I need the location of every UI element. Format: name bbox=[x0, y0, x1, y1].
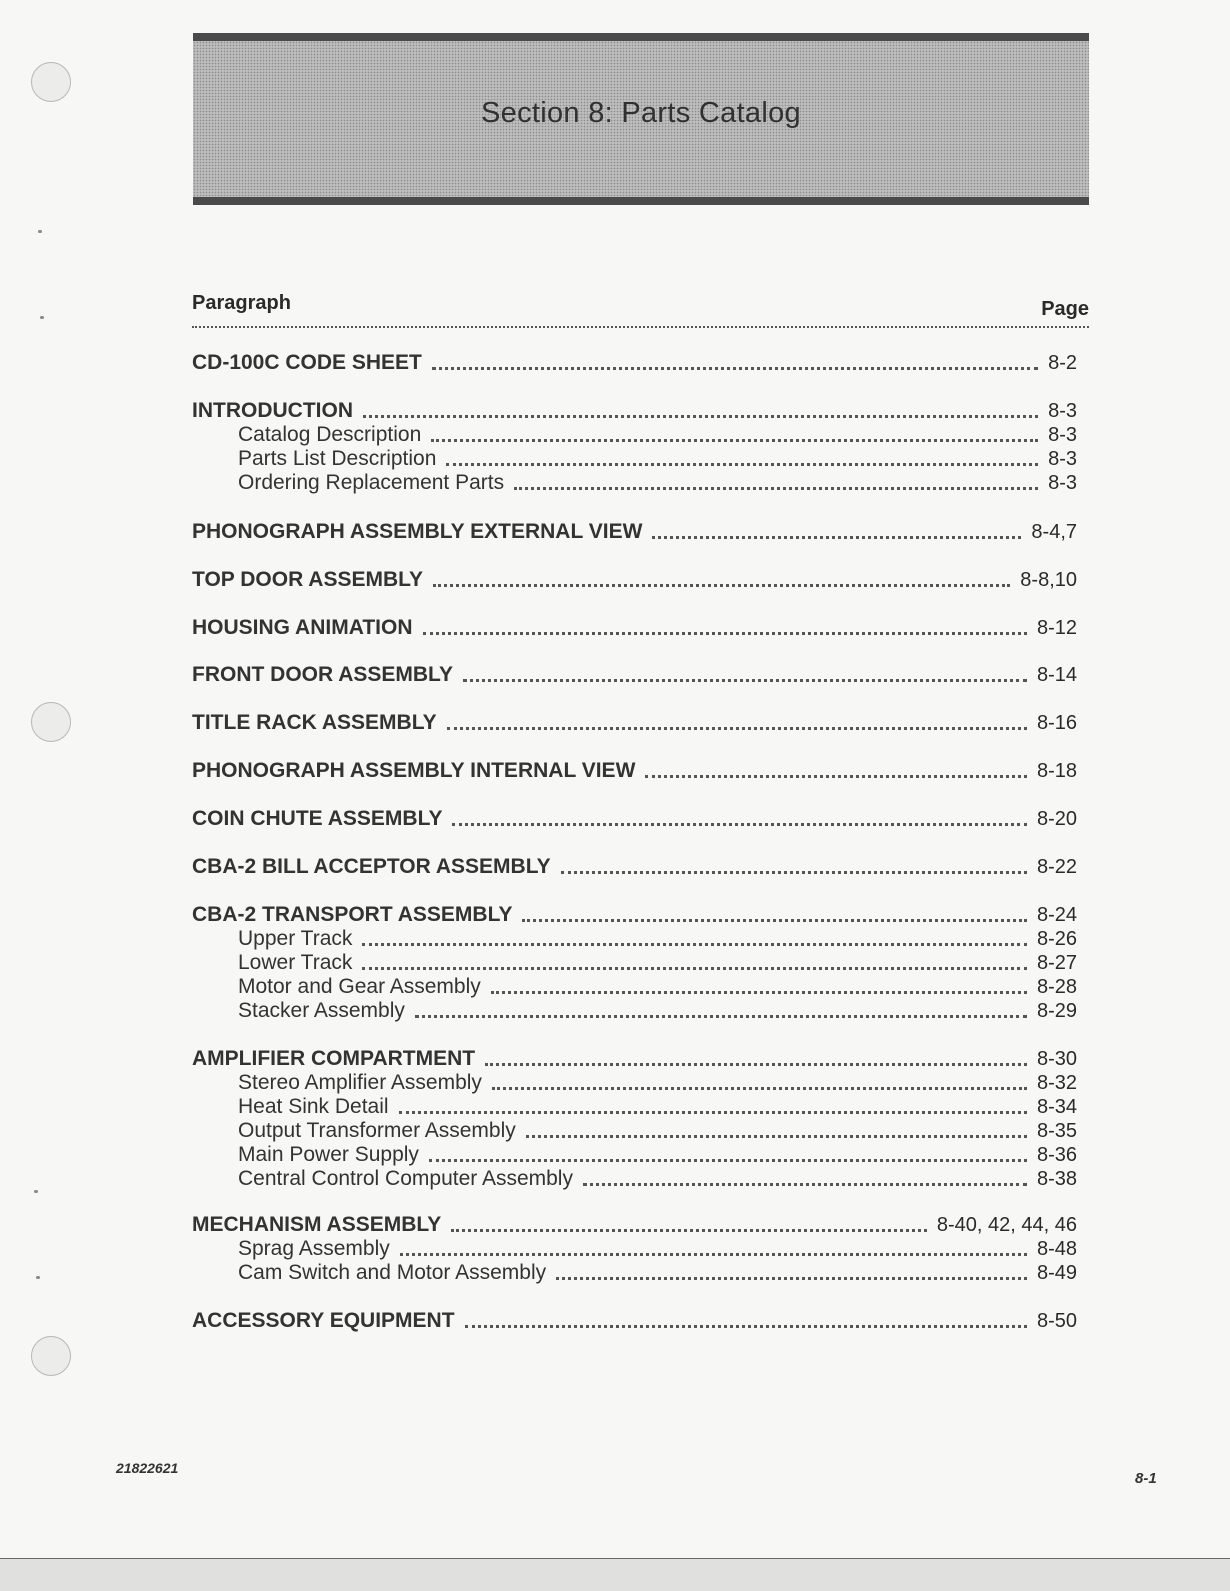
dot-leader bbox=[491, 977, 1027, 994]
toc-entry bbox=[192, 709, 1077, 735]
toc-page: 8-24 bbox=[1036, 904, 1077, 926]
toc-label: TOP DOOR ASSEMBLY bbox=[192, 568, 424, 591]
paragraph-header: Paragraph bbox=[192, 292, 291, 314]
toc-label: Heat Sink Detail bbox=[238, 1095, 389, 1118]
toc-page: 8-26 bbox=[1036, 928, 1077, 950]
dot-leader bbox=[463, 665, 1027, 682]
toc-entry bbox=[192, 757, 1077, 783]
scan-speck bbox=[34, 1190, 38, 1193]
dot-leader bbox=[526, 1121, 1027, 1138]
dot-leader bbox=[446, 449, 1038, 466]
toc-page: 8-3 bbox=[1048, 448, 1077, 470]
dot-leader bbox=[452, 809, 1026, 826]
toc-entry bbox=[192, 853, 1077, 879]
toc-entry bbox=[192, 901, 1077, 927]
dot-leader bbox=[556, 1263, 1027, 1280]
toc-page: 8-18 bbox=[1036, 760, 1077, 782]
section-banner bbox=[193, 33, 1089, 205]
toc-page: 8-16 bbox=[1036, 712, 1077, 734]
toc-label: CBA-2 TRANSPORT ASSEMBLY bbox=[192, 903, 513, 926]
toc-subentry bbox=[192, 925, 1077, 951]
toc-page: 8-4,7 bbox=[1031, 521, 1077, 543]
toc-page: 8-3 bbox=[1048, 472, 1077, 494]
dot-leader bbox=[645, 761, 1027, 778]
toc-entry bbox=[192, 805, 1077, 831]
toc-subentry bbox=[192, 469, 1077, 495]
toc-subentry bbox=[192, 421, 1077, 447]
toc-label: PHONOGRAPH ASSEMBLY EXTERNAL VIEW bbox=[192, 520, 643, 543]
toc-page: 8-27 bbox=[1036, 952, 1077, 974]
toc-entry bbox=[192, 397, 1077, 423]
dot-leader bbox=[429, 1145, 1027, 1162]
scan-speck bbox=[38, 230, 42, 233]
page-title: Section 8: Parts Catalog bbox=[481, 96, 801, 129]
dot-leader bbox=[423, 618, 1027, 635]
toc-entry bbox=[192, 518, 1077, 544]
dot-leader bbox=[431, 425, 1038, 442]
binder-hole bbox=[31, 702, 71, 742]
scan-speck bbox=[36, 1276, 40, 1279]
page-number: 8-1 bbox=[1135, 1470, 1157, 1487]
toc-label: MECHANISM ASSEMBLY bbox=[192, 1213, 442, 1236]
toc-label: Catalog Description bbox=[238, 423, 422, 446]
toc-subentry bbox=[192, 1141, 1077, 1167]
toc-subentry bbox=[192, 1117, 1077, 1143]
toc-label: HOUSING ANIMATION bbox=[192, 616, 413, 639]
toc-label: Main Power Supply bbox=[238, 1143, 419, 1166]
toc-entry bbox=[192, 1307, 1077, 1333]
toc-subentry bbox=[192, 973, 1077, 999]
toc-label: FRONT DOOR ASSEMBLY bbox=[192, 663, 453, 686]
dot-leader bbox=[363, 401, 1038, 418]
toc-label: Stereo Amplifier Assembly bbox=[238, 1071, 482, 1094]
toc-page: 8-32 bbox=[1036, 1072, 1077, 1094]
binder-hole bbox=[31, 62, 71, 102]
toc-page: 8-36 bbox=[1036, 1144, 1077, 1166]
toc-label: Output Transformer Assembly bbox=[238, 1119, 516, 1142]
toc-page: 8-34 bbox=[1036, 1096, 1077, 1118]
dot-leader bbox=[514, 473, 1038, 490]
toc-page: 8-28 bbox=[1036, 976, 1077, 998]
binder-hole bbox=[31, 1336, 71, 1376]
dot-leader bbox=[522, 905, 1026, 922]
toc-page: 8-29 bbox=[1036, 1000, 1077, 1022]
toc-label: ACCESSORY EQUIPMENT bbox=[192, 1309, 455, 1332]
dot-leader bbox=[492, 1073, 1027, 1090]
toc-label: Parts List Description bbox=[238, 447, 437, 470]
dot-leader bbox=[465, 1311, 1027, 1328]
toc-entry bbox=[192, 566, 1077, 592]
toc-page: 8-20 bbox=[1036, 808, 1077, 830]
toc-label: Upper Track bbox=[238, 927, 353, 950]
toc-page: 8-48 bbox=[1036, 1238, 1077, 1260]
toc-label: AMPLIFIER COMPARTMENT bbox=[192, 1047, 476, 1070]
page-header: Page bbox=[1041, 298, 1089, 320]
dot-leader bbox=[433, 570, 1010, 587]
dot-leader bbox=[583, 1169, 1027, 1186]
toc-page: 8-38 bbox=[1036, 1168, 1077, 1190]
toc-label: CD-100C CODE SHEET bbox=[192, 351, 422, 374]
toc-label: COIN CHUTE ASSEMBLY bbox=[192, 807, 443, 830]
toc-subentry bbox=[192, 1069, 1077, 1095]
toc-subentry bbox=[192, 1165, 1077, 1191]
toc-entry bbox=[192, 1211, 1077, 1237]
toc-subentry bbox=[192, 445, 1077, 471]
toc-subentry bbox=[192, 1259, 1077, 1285]
dot-leader bbox=[432, 353, 1038, 370]
dot-leader bbox=[451, 1215, 927, 1232]
toc-label: Central Control Computer Assembly bbox=[238, 1167, 573, 1190]
toc-label: Lower Track bbox=[238, 951, 353, 974]
toc-page: 8-3 bbox=[1048, 424, 1077, 446]
toc-page: 8-12 bbox=[1036, 617, 1077, 639]
toc-label: Motor and Gear Assembly bbox=[238, 975, 481, 998]
toc-subentry bbox=[192, 997, 1077, 1023]
toc-subentry bbox=[192, 1235, 1077, 1261]
dot-leader bbox=[400, 1239, 1027, 1256]
toc-page: 8-22 bbox=[1036, 856, 1077, 878]
toc-page: 8-14 bbox=[1036, 664, 1077, 686]
toc-label: PHONOGRAPH ASSEMBLY INTERNAL VIEW bbox=[192, 759, 636, 782]
dot-leader bbox=[485, 1049, 1027, 1066]
toc-page: 8-30 bbox=[1036, 1048, 1077, 1070]
toc-label: Stacker Assembly bbox=[238, 999, 405, 1022]
dot-leader bbox=[362, 929, 1027, 946]
toc-subentry bbox=[192, 949, 1077, 975]
toc-entry bbox=[192, 661, 1077, 687]
toc-subentry bbox=[192, 1093, 1077, 1119]
toc-page: 8-2 bbox=[1048, 352, 1077, 374]
toc-entry bbox=[192, 614, 1077, 640]
toc-label: Sprag Assembly bbox=[238, 1237, 390, 1260]
dot-leader bbox=[447, 713, 1027, 730]
toc-page: 8-8,10 bbox=[1020, 569, 1077, 591]
toc-label: Cam Switch and Motor Assembly bbox=[238, 1261, 547, 1284]
toc-label: Ordering Replacement Parts bbox=[238, 471, 505, 494]
dot-leader bbox=[652, 522, 1021, 539]
scan-speck bbox=[40, 316, 44, 319]
toc-label: CBA-2 BILL ACCEPTOR ASSEMBLY bbox=[192, 855, 551, 878]
toc-page: 8-50 bbox=[1036, 1310, 1077, 1332]
toc-page: 8-35 bbox=[1036, 1120, 1077, 1142]
toc-label: INTRODUCTION bbox=[192, 399, 353, 422]
toc-page: 8-3 bbox=[1048, 400, 1077, 422]
toc-column-headers bbox=[192, 292, 1089, 328]
dot-leader bbox=[415, 1001, 1027, 1018]
dot-leader bbox=[561, 857, 1027, 874]
toc-page: 8-49 bbox=[1036, 1262, 1077, 1284]
dot-leader bbox=[399, 1097, 1027, 1114]
toc-entry bbox=[192, 1045, 1077, 1071]
document-number: 21822621 bbox=[116, 1460, 179, 1476]
scan-bottom-edge bbox=[0, 1558, 1230, 1591]
toc-entry bbox=[192, 349, 1077, 375]
toc-label: TITLE RACK ASSEMBLY bbox=[192, 711, 437, 734]
toc-page: 8-40, 42, 44, 46 bbox=[936, 1214, 1077, 1236]
dot-leader bbox=[362, 953, 1027, 970]
